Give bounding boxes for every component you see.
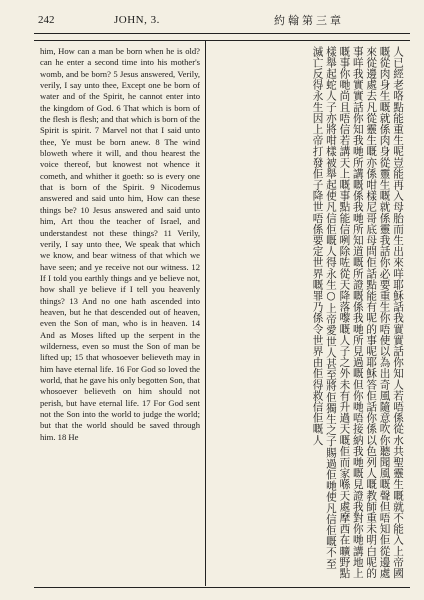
english-passage: him, How can a man be born when he is old? can he enter a second time into his mother's womb, and be born? 5 Jesus answered, Verily, verily, I say unto thee, Except one be born of water and of the Spirit, he cannot enter into the kingdom of God. 6 That which is born of the flesh is flesh; and that which is born of the Spirit is spirit. 7 Marvel not that I said unto thee, Ye must be born anew. 8 The wind bloweth where it will, and thou hearest the voice thereof, but knowest not whence it cometh, and whither it goeth: so is every one that is born of the Spirit. 9 Nicodemus answered and said unto him, How can these things be? 10 Jesus answered and said unto him, Art thou the teacher of Israel, and understandest not these things? 11 Verily, verily, I say unto thee, We speak that which we know, and bear witness of that which we have seen; and ye receive not our witness. 12 If I told you earthly things and ye believe not, how shall ye believe if I tell you heavenly things? 13 And no one hath ascended into heaven, but he that descended out of heaven, even the Son of man, who is in heaven. 14 And as Moses lifted up the serpent in the wilderness, even so must the Son of man be lifted up; 15 that whosoever believeth may in him have eternal life. 16 For God so loved the world, that he gave his only begotten Son, that whosoever believeth on him should not perish, but have eternal life. 17 For God sent not the Son into the world to judge the world; but that the world should be saved through him. 18 He bbox=[40, 46, 200, 442]
english-column bbox=[40, 46, 200, 443]
header-rule bbox=[34, 33, 410, 34]
page-number: 242 bbox=[38, 14, 55, 26]
english-running-title: JOHN, 3. bbox=[114, 14, 160, 26]
column-divider bbox=[205, 40, 206, 586]
chinese-running-title: 約翰第三章 bbox=[274, 14, 344, 27]
chinese-column: 人已經老咯點能重生呢豈能再入母胎而生出來咩耶穌話我實實話你知人若唔係從水共聖靈生嘅就不能入上帝國嘅從肉身生嘅就係肉身從靈生嘅就係靈我話你必要重生你唔使以為出奇風隨意吹你聽聞風嘅聲但唔知佢從邊處來從邊處去凡從靈生嘅亦係咁樣尼哥底母問佢話點能有呢的事呢耶穌答佢話你係以色列人嘅教師重未明白呢的事咩我實實話你知我哋所講嘅係我哋所知道嘅所證嘅係我哋所見過嘅但你哋唔接納我哋嘅見證我對你哋講地上嘅事你哋尚且唔信若講天上嘅事點能信咧除咗從天降落嚟嘅人子之外未有升過天嘅佢而家喺天處摩西在曠野點樣舉起蛇人子亦將咁樣被舉起使凡信佢嘅人得永生○上帝愛世人甚至將佢獨生之子賜過佢哋使凡信佢嘅不至滅亡反得永生因上帝打發佢子降世唔係要定世界嘅罪乃係令世界由佢得救信佢嘅人 bbox=[311, 46, 404, 579]
